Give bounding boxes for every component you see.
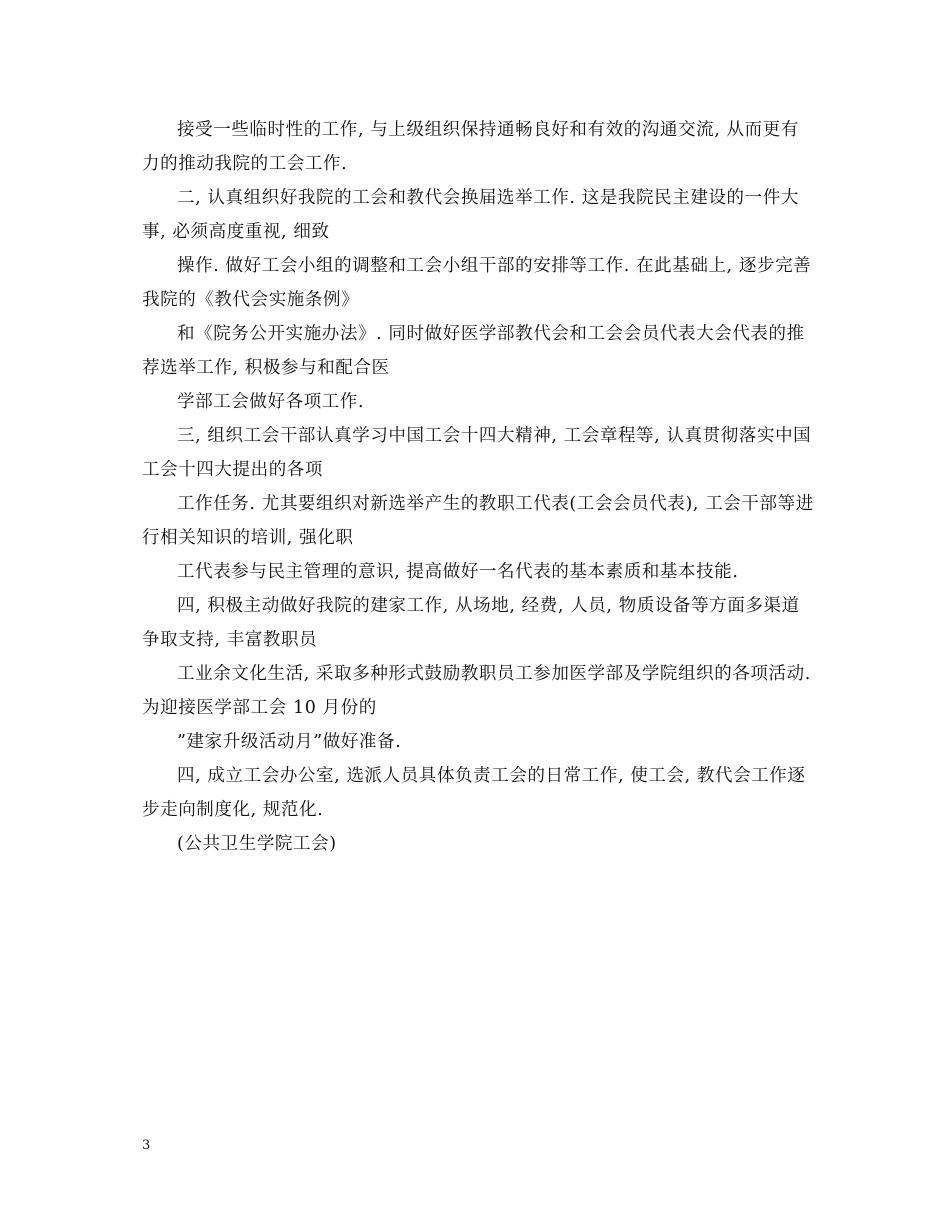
paragraph: 和《院务公开实施办法》. 同时做好医学部教代会和工会会员代表大会代表的推荐选举工作, 积极参与和配合医 [142, 324, 805, 378]
page-number: 3 [142, 1138, 151, 1153]
document-body [142, 113, 818, 861]
paragraph: 工作任务. 尤其要组织对新选举产生的教职工代表(工会会员代表), 工会干部等进行相关知识的培训, 强化职 [142, 494, 814, 548]
signature-line: (公共卫生学院工会) [177, 834, 337, 854]
paragraph: ”建家升级活动月”做好准备. [177, 732, 402, 752]
paragraph: 工代表参与民主管理的意识, 提高做好一名代表的基本素质和基本技能. [177, 562, 739, 582]
paragraph: 四, 成立工会办公室, 选派人员具体负责工会的日常工作, 使工会, 教代会工作逐步走向制度化, 规范化. [142, 766, 806, 820]
paragraph: 操作. 做好工会小组的调整和工会小组干部的安排等工作. 在此基础上, 逐步完善我院的《教代会实施条例》 [142, 256, 812, 310]
paragraph: 二, 认真组织好我院的工会和教代会换届选举工作. 这是我院民主建设的一件大事, 必须高度重视, 细致 [142, 188, 799, 242]
paragraph: 接受一些临时性的工作, 与上级组织保持通畅良好和有效的沟通交流, 从而更有力的推动我院的工会工作. [142, 120, 799, 174]
paragraph: 四, 积极主动做好我院的建家工作, 从场地, 经费, 人员, 物质设备等方面多渠道争取支持, 丰富教职员 [142, 596, 800, 650]
paragraph: 工业余文化生活, 采取多种形式鼓励教职员工参加医学部及学院组织的各项活动. 为迎接医学部工会 10 月份的 [142, 664, 818, 718]
paragraph: 三, 组织工会干部认真学习中国工会十四大精神, 工会章程等, 认真贯彻落实中国工会十四大提出的各项 [142, 426, 812, 480]
paragraph: 学部工会做好各项工作. [177, 392, 365, 412]
